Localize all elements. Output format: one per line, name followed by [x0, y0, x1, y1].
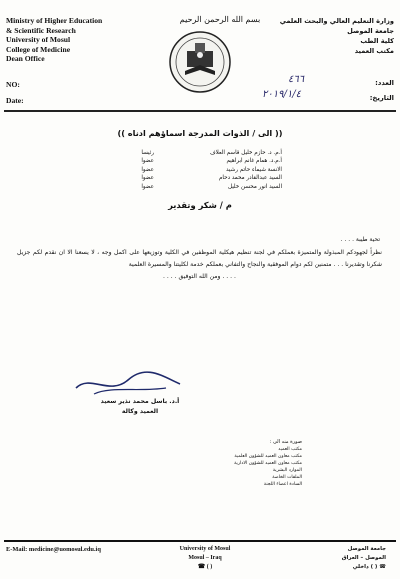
number-label-en: NO:: [6, 80, 20, 89]
committee-row: [141, 183, 282, 191]
signatory-title: العميد وكالة: [121, 408, 159, 415]
letterhead-ar-line: وزارة التعليم العالي والبحث العلمي: [279, 17, 394, 25]
handwritten-date: ٢٠١٩/١/٤: [262, 89, 301, 100]
footer-ar-line: جامعة الموصل: [347, 546, 386, 552]
committee-member-role: عضوا: [141, 183, 154, 190]
committee-row: [141, 149, 282, 157]
cc-item: مكتب العميد: [278, 447, 302, 452]
committee-row: [141, 166, 282, 174]
letter-body: [17, 247, 382, 283]
footer-ar-line: ☎ ( ) داخلي: [352, 564, 386, 570]
signatory-name: أ.د. باسل محمد نذير سعيد: [100, 398, 180, 405]
letterhead-arabic: [274, 16, 394, 56]
committee-member-role: عضوا: [141, 175, 154, 182]
footer-center-line: ☎ ( ): [197, 564, 213, 570]
footer-center: [160, 545, 250, 572]
footer-center-line: University of Mosul: [179, 546, 231, 552]
date-label-en: Date:: [6, 96, 24, 105]
date-label-ar: التاريخ:: [369, 94, 394, 102]
committee-row: [141, 157, 282, 165]
basmala: بسم الله الرحمن الرحيم: [179, 15, 261, 24]
committee-member-name: السيد عبدالقادر محمد دحام: [218, 175, 282, 182]
cc-item: مكتب معاون العميد للشؤون الادارية: [234, 461, 302, 466]
committee-member-name: أ.م. د. حازم خليل قاسم العلاف: [209, 150, 282, 156]
cc-item: الملفات الخاصة: [272, 475, 302, 480]
cc-item: السادة اعضاء اللجنة: [263, 482, 302, 487]
committee-member-name: أ.م.د. همام غانم ابراهيم: [226, 158, 282, 165]
letterhead-en-line: & Scientific Research: [6, 25, 76, 35]
committee-member-role: رئيسا: [141, 150, 154, 156]
addressee-line: (( الى / الذوات المدرجة اسماؤهم ادناه )): [117, 128, 283, 138]
letter-subject: م / شكر وتقدير: [168, 200, 232, 210]
letterhead-en-line: University of Mosul: [6, 35, 71, 45]
handwritten-number: ٤٦٦: [288, 74, 305, 85]
footer-ar-line: الموصل – العراق: [341, 555, 386, 561]
cc-item: الموارد البشرية: [272, 468, 302, 473]
committee-member-role: عضوا: [141, 166, 154, 173]
cc-title: صورة منه الى :: [269, 439, 302, 445]
cc-item: مكتب معاون العميد للشؤون العلمية: [234, 454, 302, 459]
letterhead-ar-line: مكتب العميد: [354, 47, 394, 55]
letterhead-en-line: Ministry of Higher Education: [6, 16, 103, 25]
closing-line: . . . . ومن الله التوفيق . . . .: [163, 273, 236, 280]
signatory-block: [70, 397, 210, 417]
body-paragraph: نظراً لجهودكم المبذولة والمتميزة بعملكم في لجنة تنظيم هيكلية الموظفين في الكلية وتوزيعها على اكمل وجه ، لا يسعنا الا ان نقدم لكم جزيل شكرنا وتقديرنا . . . متمنين لكم دوام الموفقية والنجاح والتفاني بعملكم خدمة لكليتنا والمسيرة العلمية: [17, 249, 382, 268]
footer-divider: [4, 540, 396, 542]
letterhead-en-line: Dean Office: [6, 54, 45, 64]
greeting: تحية طيبة . . . .: [340, 236, 380, 243]
footer-center-line: Mosul – Iraq: [188, 555, 222, 561]
cc-list: [234, 439, 302, 488]
committee-row: [141, 174, 282, 182]
committee-member-name: الانسة شيماء حاتم رشيد: [225, 166, 282, 173]
letterhead-en-line: College of Medicine: [6, 44, 71, 54]
header-divider: [4, 110, 396, 112]
letterhead-ar-line: جامعة الموصل: [347, 27, 394, 35]
committee-member-name: السيد انور محسن خليل: [228, 183, 282, 190]
footer-arabic: [342, 545, 386, 572]
letterhead-ar-line: كلية الطب: [360, 37, 394, 45]
number-label-ar: العدد:: [375, 79, 394, 87]
committee-member-role: عضوا: [141, 158, 154, 165]
university-seal-logo: [165, 25, 235, 95]
footer-email: E-Mail: medicine@uomosul.edu.iq: [6, 546, 101, 553]
committee-list: [141, 149, 282, 191]
letterhead-english: [6, 16, 154, 64]
